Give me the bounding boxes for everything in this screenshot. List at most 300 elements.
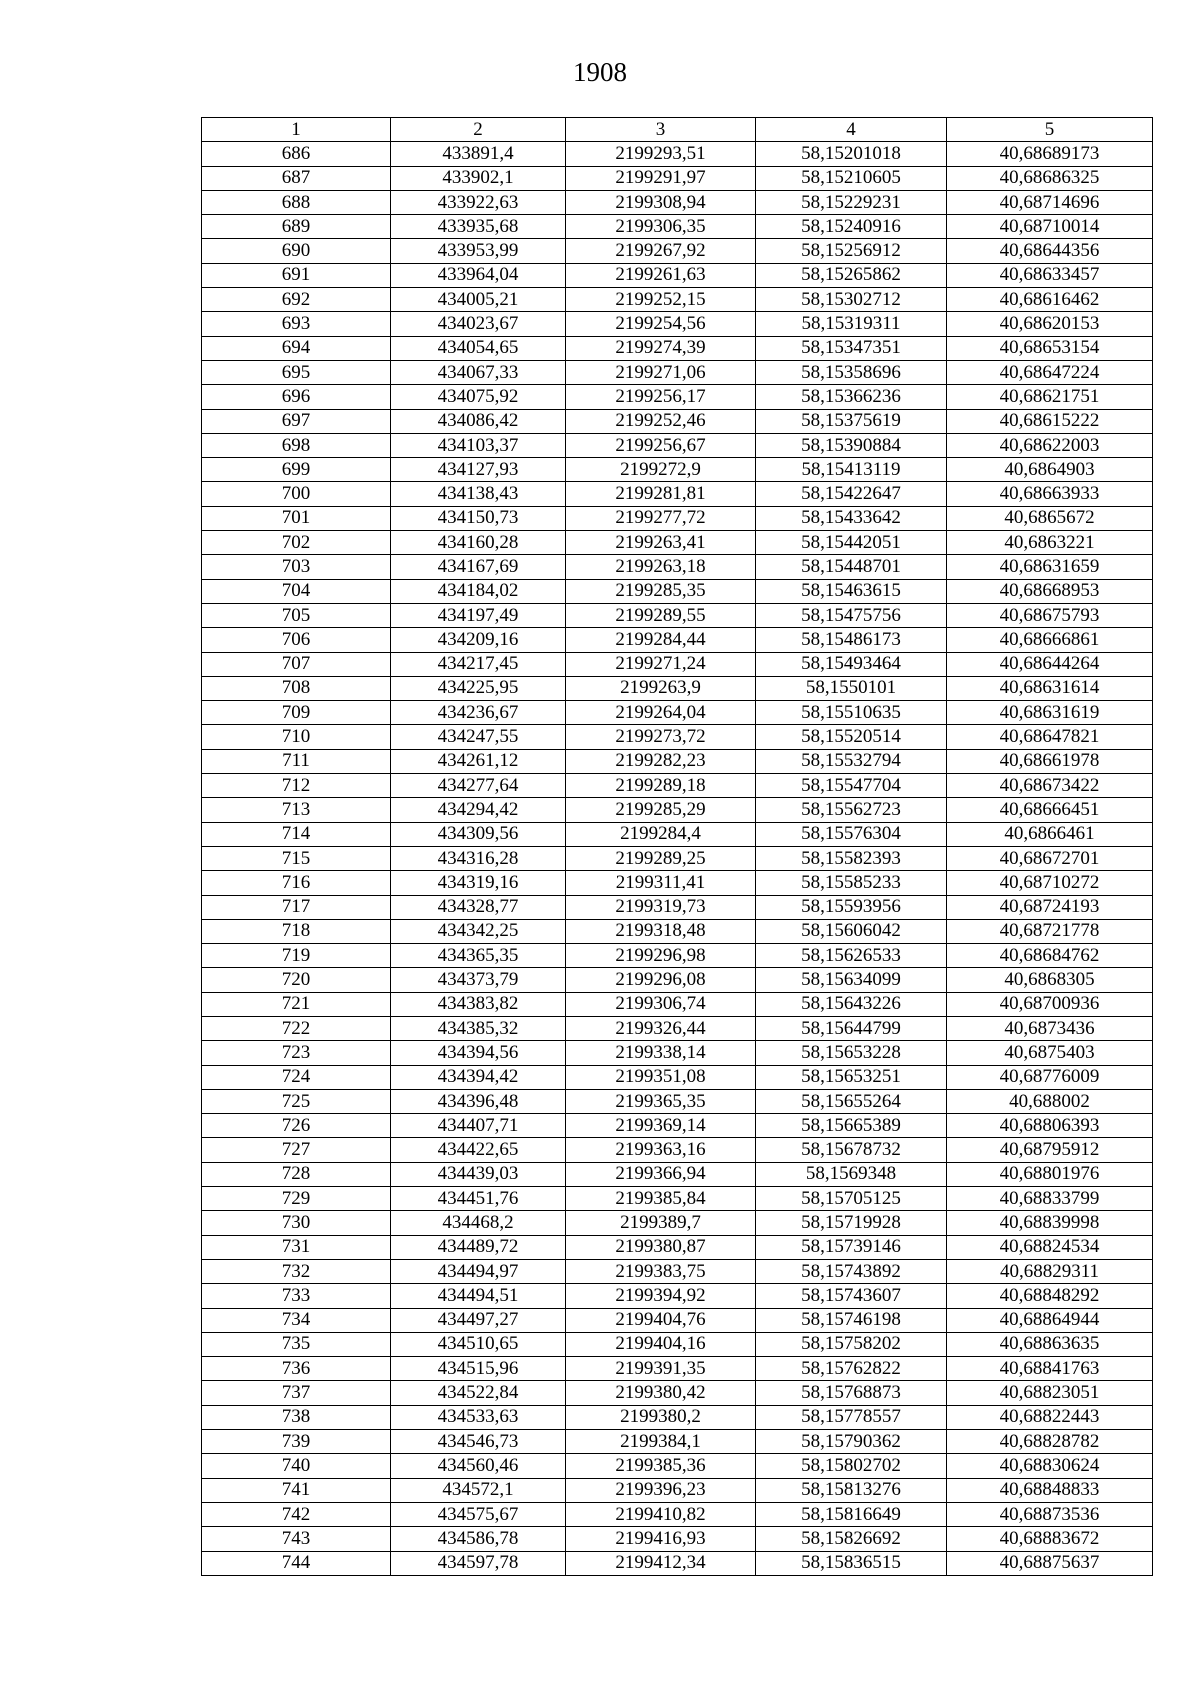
table-row (202, 1332, 1153, 1356)
table-cell: 40,68848292 (947, 1284, 1153, 1308)
table-cell: 58,15644799 (756, 1016, 947, 1040)
table-cell: 434005,21 (391, 288, 566, 312)
table-cell: 2199365,35 (566, 1089, 756, 1113)
table-cell: 40,68653154 (947, 336, 1153, 360)
table-cell: 2199261,63 (566, 263, 756, 287)
table-cell: 58,15678732 (756, 1138, 947, 1162)
table-cell: 740 (202, 1454, 391, 1478)
table-cell: 434560,46 (391, 1454, 566, 1478)
table-cell: 40,68631659 (947, 555, 1153, 579)
table-row (202, 1357, 1153, 1381)
table-cell: 40,68661978 (947, 749, 1153, 773)
table-cell: 58,15366236 (756, 385, 947, 409)
table-cell: 40,68621751 (947, 385, 1153, 409)
table-cell: 434054,65 (391, 336, 566, 360)
table-cell: 2199267,92 (566, 239, 756, 263)
table-cell: 729 (202, 1187, 391, 1211)
table-cell: 40,68776009 (947, 1065, 1153, 1089)
table-cell: 2199363,16 (566, 1138, 756, 1162)
table-row (202, 798, 1153, 822)
table-cell: 690 (202, 239, 391, 263)
table-cell: 717 (202, 895, 391, 919)
table-row (202, 482, 1153, 506)
table-cell: 433891,4 (391, 142, 566, 166)
table-cell: 2199384,1 (566, 1430, 756, 1454)
table-cell: 40,68673422 (947, 774, 1153, 798)
table-cell: 58,15201018 (756, 142, 947, 166)
table-cell: 58,15653228 (756, 1041, 947, 1065)
coordinates-table (201, 117, 1153, 1576)
table-row (202, 1551, 1153, 1575)
table-cell: 40,68644264 (947, 652, 1153, 676)
table-cell: 2199351,08 (566, 1065, 756, 1089)
table-cell: 733 (202, 1284, 391, 1308)
table-cell: 719 (202, 944, 391, 968)
table-cell: 2199311,41 (566, 871, 756, 895)
table-cell: 2199263,9 (566, 676, 756, 700)
table-cell: 2199285,35 (566, 579, 756, 603)
table-cell: 2199263,41 (566, 531, 756, 555)
table-cell: 40,6864903 (947, 458, 1153, 482)
table-row (202, 409, 1153, 433)
table-cell: 434023,67 (391, 312, 566, 336)
table-cell: 2199383,75 (566, 1259, 756, 1283)
table-row (202, 555, 1153, 579)
table-cell: 58,15826692 (756, 1527, 947, 1551)
table-cell: 58,15802702 (756, 1454, 947, 1478)
table-cell: 698 (202, 433, 391, 457)
table-cell: 58,15210605 (756, 166, 947, 190)
table-cell: 58,15634099 (756, 968, 947, 992)
table-cell: 434422,65 (391, 1138, 566, 1162)
table-cell: 2199284,44 (566, 628, 756, 652)
table-cell: 58,15433642 (756, 506, 947, 530)
table-cell: 731 (202, 1235, 391, 1259)
table-cell: 58,15532794 (756, 749, 947, 773)
table-cell: 434277,64 (391, 774, 566, 798)
table-cell: 40,68823051 (947, 1381, 1153, 1405)
table-cell: 58,15585233 (756, 871, 947, 895)
table-row (202, 1478, 1153, 1502)
table-cell: 58,15593956 (756, 895, 947, 919)
table-cell: 40,68710272 (947, 871, 1153, 895)
table-cell: 58,15493464 (756, 652, 947, 676)
table-cell: 434197,49 (391, 603, 566, 627)
table-cell: 40,68672701 (947, 846, 1153, 870)
table-cell: 691 (202, 263, 391, 287)
table-cell: 434217,45 (391, 652, 566, 676)
table-cell: 2199306,74 (566, 992, 756, 1016)
table-row (202, 1016, 1153, 1040)
table-row (202, 1065, 1153, 1089)
table-cell: 40,68883672 (947, 1527, 1153, 1551)
table-cell: 2199291,97 (566, 166, 756, 190)
table-cell: 58,15562723 (756, 798, 947, 822)
table-row (202, 1041, 1153, 1065)
table-cell: 58,15442051 (756, 531, 947, 555)
table-cell: 58,15265862 (756, 263, 947, 287)
table-cell: 58,15719928 (756, 1211, 947, 1235)
table-cell: 2199380,2 (566, 1405, 756, 1429)
table-cell: 40,68724193 (947, 895, 1153, 919)
table-cell: 2199285,29 (566, 798, 756, 822)
table-cell: 58,15790362 (756, 1430, 947, 1454)
table-cell: 58,15653251 (756, 1065, 947, 1089)
table-cell: 701 (202, 506, 391, 530)
table-cell: 58,15510635 (756, 701, 947, 725)
table-row (202, 774, 1153, 798)
table-cell: 434309,56 (391, 822, 566, 846)
table-cell: 434396,48 (391, 1089, 566, 1113)
table-cell: 433935,68 (391, 215, 566, 239)
table-row (202, 846, 1153, 870)
table-cell: 58,15475756 (756, 603, 947, 627)
table-cell: 2199396,23 (566, 1478, 756, 1502)
table-cell: 40,6865672 (947, 506, 1153, 530)
table-row (202, 1381, 1153, 1405)
table-cell: 58,15813276 (756, 1478, 947, 1502)
table-cell: 434572,1 (391, 1478, 566, 1502)
table-cell: 58,15358696 (756, 360, 947, 384)
table-row (202, 1138, 1153, 1162)
table-cell: 744 (202, 1551, 391, 1575)
table-cell: 40,68795912 (947, 1138, 1153, 1162)
table-row (202, 1454, 1153, 1478)
table-cell: 743 (202, 1527, 391, 1551)
table-cell: 434075,92 (391, 385, 566, 409)
table-cell: 434294,42 (391, 798, 566, 822)
column-header: 5 (947, 118, 1153, 142)
table-cell: 434385,32 (391, 1016, 566, 1040)
table-row (202, 749, 1153, 773)
table-cell: 2199289,55 (566, 603, 756, 627)
table-row (202, 433, 1153, 457)
table-cell: 2199289,18 (566, 774, 756, 798)
table-cell: 2199256,17 (566, 385, 756, 409)
table-cell: 40,68644356 (947, 239, 1153, 263)
table-row (202, 628, 1153, 652)
table-row (202, 142, 1153, 166)
table-cell: 434184,02 (391, 579, 566, 603)
table-cell: 712 (202, 774, 391, 798)
table-cell: 725 (202, 1089, 391, 1113)
table-cell: 40,68710014 (947, 215, 1153, 239)
table-cell: 434522,84 (391, 1381, 566, 1405)
table-cell: 2199271,24 (566, 652, 756, 676)
table-cell: 2199306,35 (566, 215, 756, 239)
table-row (202, 1162, 1153, 1186)
table-cell: 434407,71 (391, 1114, 566, 1138)
table-cell: 702 (202, 531, 391, 555)
table-cell: 434167,69 (391, 555, 566, 579)
table-row (202, 1502, 1153, 1526)
table-cell: 40,68839998 (947, 1211, 1153, 1235)
table-cell: 40,68666451 (947, 798, 1153, 822)
table-cell: 58,15576304 (756, 822, 947, 846)
table-cell: 2199394,92 (566, 1284, 756, 1308)
table-cell: 693 (202, 312, 391, 336)
table-cell: 2199404,76 (566, 1308, 756, 1332)
table-cell: 434247,55 (391, 725, 566, 749)
table-cell: 434316,28 (391, 846, 566, 870)
table-cell: 2199282,23 (566, 749, 756, 773)
table-cell: 58,15836515 (756, 1551, 947, 1575)
table-cell: 742 (202, 1502, 391, 1526)
table-cell: 40,68830624 (947, 1454, 1153, 1478)
table-cell: 58,15375619 (756, 409, 947, 433)
table-cell: 434209,16 (391, 628, 566, 652)
table-cell: 40,68806393 (947, 1114, 1153, 1138)
table-row (202, 239, 1153, 263)
table-cell: 728 (202, 1162, 391, 1186)
table-cell: 2199385,84 (566, 1187, 756, 1211)
table-cell: 58,15520514 (756, 725, 947, 749)
table-cell: 713 (202, 798, 391, 822)
table-cell: 58,15448701 (756, 555, 947, 579)
table-cell: 734 (202, 1308, 391, 1332)
table-cell: 704 (202, 579, 391, 603)
table-cell: 434328,77 (391, 895, 566, 919)
table-cell: 706 (202, 628, 391, 652)
table-cell: 722 (202, 1016, 391, 1040)
table-row (202, 895, 1153, 919)
table-cell: 2199272,9 (566, 458, 756, 482)
table-cell: 58,15319311 (756, 312, 947, 336)
table-cell: 40,68689173 (947, 142, 1153, 166)
column-header: 2 (391, 118, 566, 142)
table-cell: 58,15463615 (756, 579, 947, 603)
table-cell: 433902,1 (391, 166, 566, 190)
table-header-row (202, 118, 1153, 142)
table-cell: 40,68875637 (947, 1551, 1153, 1575)
table-row (202, 1527, 1153, 1551)
table-cell: 434342,25 (391, 919, 566, 943)
table-row (202, 944, 1153, 968)
table-cell: 2199252,46 (566, 409, 756, 433)
table-cell: 2199369,14 (566, 1114, 756, 1138)
table-cell: 726 (202, 1114, 391, 1138)
table-cell: 434103,37 (391, 433, 566, 457)
table-cell: 58,15758202 (756, 1332, 947, 1356)
table-cell: 58,15240916 (756, 215, 947, 239)
page-number: 1908 (573, 57, 627, 87)
table-cell: 40,68666861 (947, 628, 1153, 652)
table-cell: 40,6873436 (947, 1016, 1153, 1040)
table-row (202, 676, 1153, 700)
table-row (202, 458, 1153, 482)
table-cell: 737 (202, 1381, 391, 1405)
table-cell: 40,68615222 (947, 409, 1153, 433)
table-cell: 434515,96 (391, 1357, 566, 1381)
table-cell: 434597,78 (391, 1551, 566, 1575)
table-cell: 710 (202, 725, 391, 749)
coordinates-table-container (201, 117, 1152, 1576)
table-cell: 738 (202, 1405, 391, 1429)
table-cell: 718 (202, 919, 391, 943)
table-row (202, 652, 1153, 676)
table-cell: 711 (202, 749, 391, 773)
table-row (202, 1235, 1153, 1259)
table-cell: 40,68675793 (947, 603, 1153, 627)
table-cell: 40,6866461 (947, 822, 1153, 846)
table-cell: 724 (202, 1065, 391, 1089)
table-cell: 2199416,93 (566, 1527, 756, 1551)
table-row (202, 871, 1153, 895)
table-cell: 721 (202, 992, 391, 1016)
table-cell: 434439,03 (391, 1162, 566, 1186)
table-cell: 434236,67 (391, 701, 566, 725)
table-cell: 434086,42 (391, 409, 566, 433)
table-cell: 2199284,4 (566, 822, 756, 846)
table-cell: 40,68863635 (947, 1332, 1153, 1356)
table-cell: 40,68822443 (947, 1405, 1153, 1429)
table-cell: 433922,63 (391, 190, 566, 214)
table-row (202, 1405, 1153, 1429)
table-cell: 695 (202, 360, 391, 384)
table-cell: 434383,82 (391, 992, 566, 1016)
table-cell: 58,15229231 (756, 190, 947, 214)
table-cell: 708 (202, 676, 391, 700)
table-cell: 58,15816649 (756, 1502, 947, 1526)
table-cell: 40,68647821 (947, 725, 1153, 749)
table-cell: 40,68620153 (947, 312, 1153, 336)
table-cell: 2199296,98 (566, 944, 756, 968)
table-cell: 688 (202, 190, 391, 214)
table-cell: 40,68622003 (947, 433, 1153, 457)
table-cell: 58,15256912 (756, 239, 947, 263)
table-cell: 2199281,81 (566, 482, 756, 506)
table-cell: 730 (202, 1211, 391, 1235)
table-cell: 40,68848833 (947, 1478, 1153, 1502)
table-cell: 58,15643226 (756, 992, 947, 1016)
table-cell: 720 (202, 968, 391, 992)
table-row (202, 1259, 1153, 1283)
table-cell: 434150,73 (391, 506, 566, 530)
table-cell: 727 (202, 1138, 391, 1162)
table-cell: 2199277,72 (566, 506, 756, 530)
table-cell: 700 (202, 482, 391, 506)
table-cell: 40,68873536 (947, 1502, 1153, 1526)
table-cell: 2199252,15 (566, 288, 756, 312)
table-cell: 40,68829311 (947, 1259, 1153, 1283)
table-cell: 2199326,44 (566, 1016, 756, 1040)
table-cell: 709 (202, 701, 391, 725)
table-cell: 434365,35 (391, 944, 566, 968)
table-cell: 40,68647224 (947, 360, 1153, 384)
table-row (202, 263, 1153, 287)
table-cell: 434451,76 (391, 1187, 566, 1211)
table-row (202, 603, 1153, 627)
table-row (202, 531, 1153, 555)
table-cell: 40,6868305 (947, 968, 1153, 992)
table-cell: 2199366,94 (566, 1162, 756, 1186)
table-body (202, 142, 1153, 1576)
table-cell: 58,1569348 (756, 1162, 947, 1186)
table-cell: 434533,63 (391, 1405, 566, 1429)
table-cell: 434373,79 (391, 968, 566, 992)
table-cell: 58,15739146 (756, 1235, 947, 1259)
table-cell: 58,15746198 (756, 1308, 947, 1332)
table-cell: 434494,51 (391, 1284, 566, 1308)
table-cell: 723 (202, 1041, 391, 1065)
table-cell: 692 (202, 288, 391, 312)
table-cell: 2199380,87 (566, 1235, 756, 1259)
table-cell: 735 (202, 1332, 391, 1356)
table-cell: 40,68721778 (947, 919, 1153, 943)
table-cell: 58,15413119 (756, 458, 947, 482)
table-cell: 694 (202, 336, 391, 360)
table-cell: 40,68841763 (947, 1357, 1153, 1381)
table-cell: 434319,16 (391, 871, 566, 895)
table-cell: 705 (202, 603, 391, 627)
table-cell: 2199391,35 (566, 1357, 756, 1381)
column-header: 3 (566, 118, 756, 142)
table-cell: 434138,43 (391, 482, 566, 506)
table-cell: 40,68663933 (947, 482, 1153, 506)
table-cell: 58,15768873 (756, 1381, 947, 1405)
table-row (202, 312, 1153, 336)
table-cell: 2199271,06 (566, 360, 756, 384)
table-row (202, 579, 1153, 603)
table-cell: 40,68631619 (947, 701, 1153, 725)
table-row (202, 701, 1153, 725)
table-cell: 687 (202, 166, 391, 190)
table-cell: 2199389,7 (566, 1211, 756, 1235)
table-row (202, 190, 1153, 214)
table-cell: 2199385,36 (566, 1454, 756, 1478)
table-row (202, 166, 1153, 190)
table-cell: 434160,28 (391, 531, 566, 555)
table-cell: 58,15347351 (756, 336, 947, 360)
table-cell: 40,68684762 (947, 944, 1153, 968)
table-cell: 2199289,25 (566, 846, 756, 870)
table-row (202, 725, 1153, 749)
table-cell: 40,6875403 (947, 1041, 1153, 1065)
table-cell: 703 (202, 555, 391, 579)
table-cell: 739 (202, 1430, 391, 1454)
table-cell: 699 (202, 458, 391, 482)
table-cell: 58,15655264 (756, 1089, 947, 1113)
table-row (202, 385, 1153, 409)
table-cell: 696 (202, 385, 391, 409)
table-cell: 40,68824534 (947, 1235, 1153, 1259)
table-cell: 741 (202, 1478, 391, 1502)
table-cell: 697 (202, 409, 391, 433)
table-cell: 2199263,18 (566, 555, 756, 579)
table-row (202, 992, 1153, 1016)
table-cell: 58,15302712 (756, 288, 947, 312)
table-cell: 736 (202, 1357, 391, 1381)
table-cell: 2199296,08 (566, 968, 756, 992)
table-cell: 40,68616462 (947, 288, 1153, 312)
table-cell: 434127,93 (391, 458, 566, 482)
table-cell: 40,68828782 (947, 1430, 1153, 1454)
table-cell: 434067,33 (391, 360, 566, 384)
table-cell: 40,68631614 (947, 676, 1153, 700)
table-cell: 40,6863221 (947, 531, 1153, 555)
table-cell: 40,68668953 (947, 579, 1153, 603)
table-cell: 2199308,94 (566, 190, 756, 214)
table-cell: 434510,65 (391, 1332, 566, 1356)
table-cell: 58,15743892 (756, 1259, 947, 1283)
table-cell: 434394,42 (391, 1065, 566, 1089)
table-cell: 2199264,04 (566, 701, 756, 725)
table-cell: 58,15547704 (756, 774, 947, 798)
table-row (202, 968, 1153, 992)
table-cell: 434494,97 (391, 1259, 566, 1283)
table-row (202, 1284, 1153, 1308)
table-cell: 40,68700936 (947, 992, 1153, 1016)
